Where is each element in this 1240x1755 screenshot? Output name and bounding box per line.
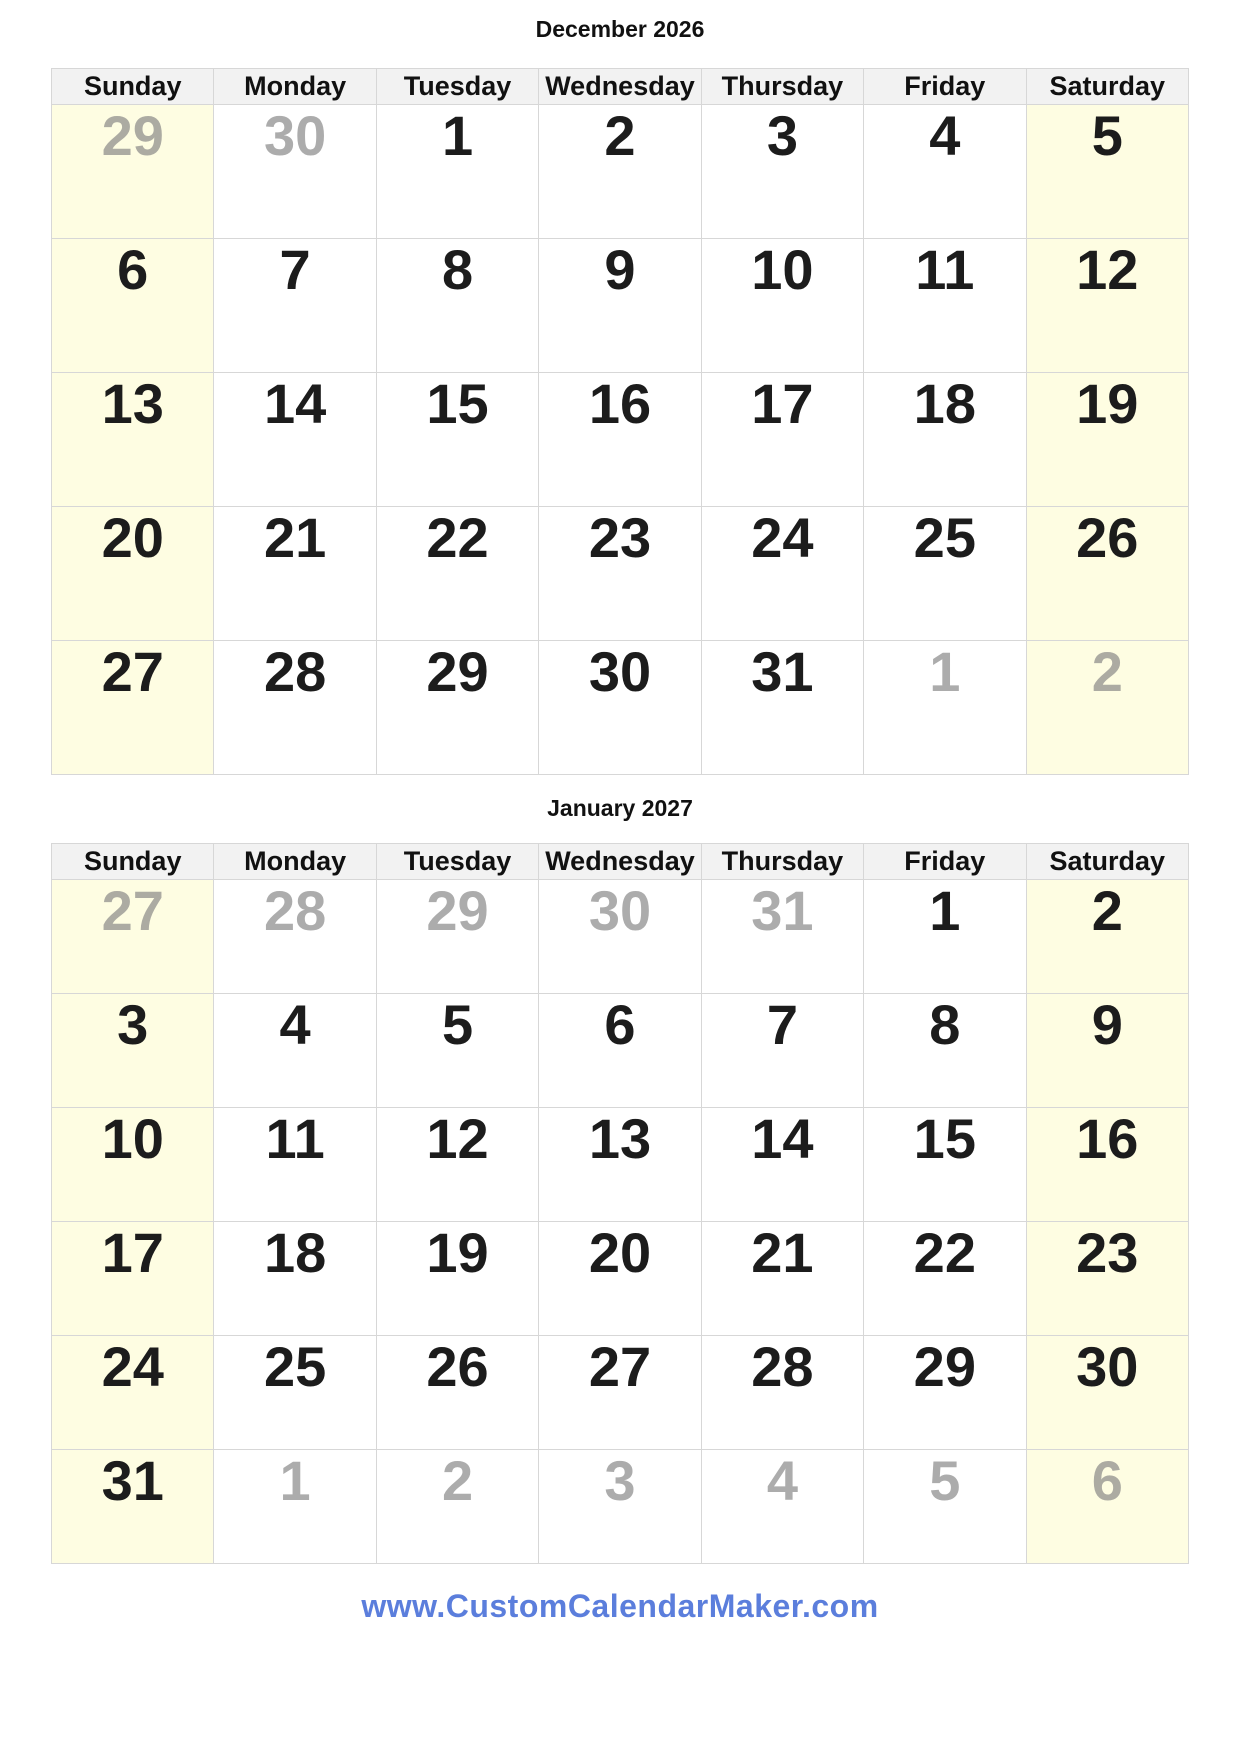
day-cell: 2 — [1026, 880, 1188, 994]
week-row — [52, 880, 1189, 994]
day-cell-outside-month: 30 — [539, 880, 701, 994]
day-cell-outside-month: 4 — [701, 1450, 863, 1564]
week-row — [52, 1336, 1189, 1450]
day-cell: 20 — [52, 507, 214, 641]
day-cell: 8 — [376, 239, 538, 373]
day-cell: 8 — [864, 994, 1026, 1108]
weekday-header-tuesday: Tuesday — [376, 844, 538, 880]
weekday-header-thursday: Thursday — [701, 69, 863, 105]
day-cell: 15 — [376, 373, 538, 507]
calendar-title-january-2027: January 2027 — [547, 795, 693, 821]
day-cell: 28 — [701, 1336, 863, 1450]
day-cell: 22 — [376, 507, 538, 641]
day-cell: 5 — [1026, 105, 1188, 239]
week-row — [52, 1450, 1189, 1564]
weekday-header-friday: Friday — [864, 69, 1026, 105]
december-2026-weeks — [52, 105, 1189, 775]
day-cell: 13 — [539, 1108, 701, 1222]
day-cell: 23 — [1026, 1222, 1188, 1336]
day-cell: 21 — [214, 507, 376, 641]
week-row — [52, 994, 1189, 1108]
day-cell: 21 — [701, 1222, 863, 1336]
weekday-header-row — [52, 844, 1189, 880]
weekday-header-sunday: Sunday — [52, 844, 214, 880]
day-cell: 6 — [539, 994, 701, 1108]
week-row — [52, 1108, 1189, 1222]
day-cell: 3 — [701, 105, 863, 239]
day-cell-outside-month: 3 — [539, 1450, 701, 1564]
day-cell: 19 — [376, 1222, 538, 1336]
day-cell: 14 — [214, 373, 376, 507]
day-cell: 11 — [214, 1108, 376, 1222]
day-cell: 12 — [376, 1108, 538, 1222]
day-cell: 17 — [701, 373, 863, 507]
day-cell: 4 — [864, 105, 1026, 239]
day-cell: 6 — [52, 239, 214, 373]
weekday-header-tuesday: Tuesday — [376, 69, 538, 105]
january-2027-calendar-grid — [51, 843, 1189, 1564]
weekday-header-saturday: Saturday — [1026, 844, 1188, 880]
day-cell: 14 — [701, 1108, 863, 1222]
day-cell-outside-month: 1 — [864, 641, 1026, 775]
day-cell: 22 — [864, 1222, 1026, 1336]
day-cell: 25 — [864, 507, 1026, 641]
day-cell: 25 — [214, 1336, 376, 1450]
week-row — [52, 1222, 1189, 1336]
day-cell-outside-month: 5 — [864, 1450, 1026, 1564]
day-cell: 24 — [701, 507, 863, 641]
day-cell: 11 — [864, 239, 1026, 373]
december-2026-calendar-grid — [51, 68, 1189, 775]
weekday-header-saturday: Saturday — [1026, 69, 1188, 105]
weekday-header-sunday: Sunday — [52, 69, 214, 105]
weekday-header-wednesday: Wednesday — [539, 844, 701, 880]
day-cell: 2 — [539, 105, 701, 239]
weekday-header-row — [52, 69, 1189, 105]
week-row — [52, 373, 1189, 507]
weekday-header-monday: Monday — [214, 69, 376, 105]
day-cell-outside-month: 31 — [701, 880, 863, 994]
day-cell: 31 — [52, 1450, 214, 1564]
day-cell: 20 — [539, 1222, 701, 1336]
day-cell: 16 — [539, 373, 701, 507]
day-cell: 10 — [701, 239, 863, 373]
day-cell-outside-month: 30 — [214, 105, 376, 239]
week-row — [52, 105, 1189, 239]
day-cell-outside-month: 1 — [214, 1450, 376, 1564]
day-cell: 1 — [376, 105, 538, 239]
weekday-header-row — [52, 69, 1189, 105]
day-cell: 17 — [52, 1222, 214, 1336]
day-cell: 29 — [376, 641, 538, 775]
day-cell: 7 — [701, 994, 863, 1108]
day-cell-outside-month: 6 — [1026, 1450, 1188, 1564]
day-cell-outside-month: 29 — [52, 105, 214, 239]
day-cell: 13 — [52, 373, 214, 507]
day-cell-outside-month: 28 — [214, 880, 376, 994]
day-cell: 24 — [52, 1336, 214, 1450]
day-cell: 23 — [539, 507, 701, 641]
weekday-header-friday: Friday — [864, 844, 1026, 880]
day-cell-outside-month: 27 — [52, 880, 214, 994]
day-cell: 26 — [376, 1336, 538, 1450]
footer — [0, 1588, 1240, 1625]
day-cell: 7 — [214, 239, 376, 373]
day-cell: 3 — [52, 994, 214, 1108]
day-cell: 26 — [1026, 507, 1188, 641]
day-cell: 9 — [539, 239, 701, 373]
day-cell: 18 — [864, 373, 1026, 507]
day-cell: 30 — [1026, 1336, 1188, 1450]
day-cell: 15 — [864, 1108, 1026, 1222]
day-cell: 27 — [52, 641, 214, 775]
week-row — [52, 641, 1189, 775]
day-cell: 16 — [1026, 1108, 1188, 1222]
day-cell-outside-month: 2 — [376, 1450, 538, 1564]
day-cell: 10 — [52, 1108, 214, 1222]
week-row — [52, 239, 1189, 373]
day-cell-outside-month: 2 — [1026, 641, 1188, 775]
weekday-header-monday: Monday — [214, 844, 376, 880]
day-cell: 12 — [1026, 239, 1188, 373]
day-cell-outside-month: 29 — [376, 880, 538, 994]
day-cell: 28 — [214, 641, 376, 775]
day-cell: 31 — [701, 641, 863, 775]
weekday-header-thursday: Thursday — [701, 844, 863, 880]
weekday-header-wednesday: Wednesday — [539, 69, 701, 105]
january-2027-weeks — [52, 880, 1189, 1564]
day-cell: 5 — [376, 994, 538, 1108]
day-cell: 27 — [539, 1336, 701, 1450]
week-row — [52, 507, 1189, 641]
day-cell: 29 — [864, 1336, 1026, 1450]
day-cell: 30 — [539, 641, 701, 775]
day-cell: 18 — [214, 1222, 376, 1336]
custom-calendar-maker-link[interactable]: www.CustomCalendarMaker.com — [361, 1588, 879, 1624]
day-cell: 1 — [864, 880, 1026, 994]
day-cell: 9 — [1026, 994, 1188, 1108]
calendar-title-december-2026: December 2026 — [535, 16, 705, 42]
day-cell: 4 — [214, 994, 376, 1108]
weekday-header-row — [52, 844, 1189, 880]
day-cell: 19 — [1026, 373, 1188, 507]
